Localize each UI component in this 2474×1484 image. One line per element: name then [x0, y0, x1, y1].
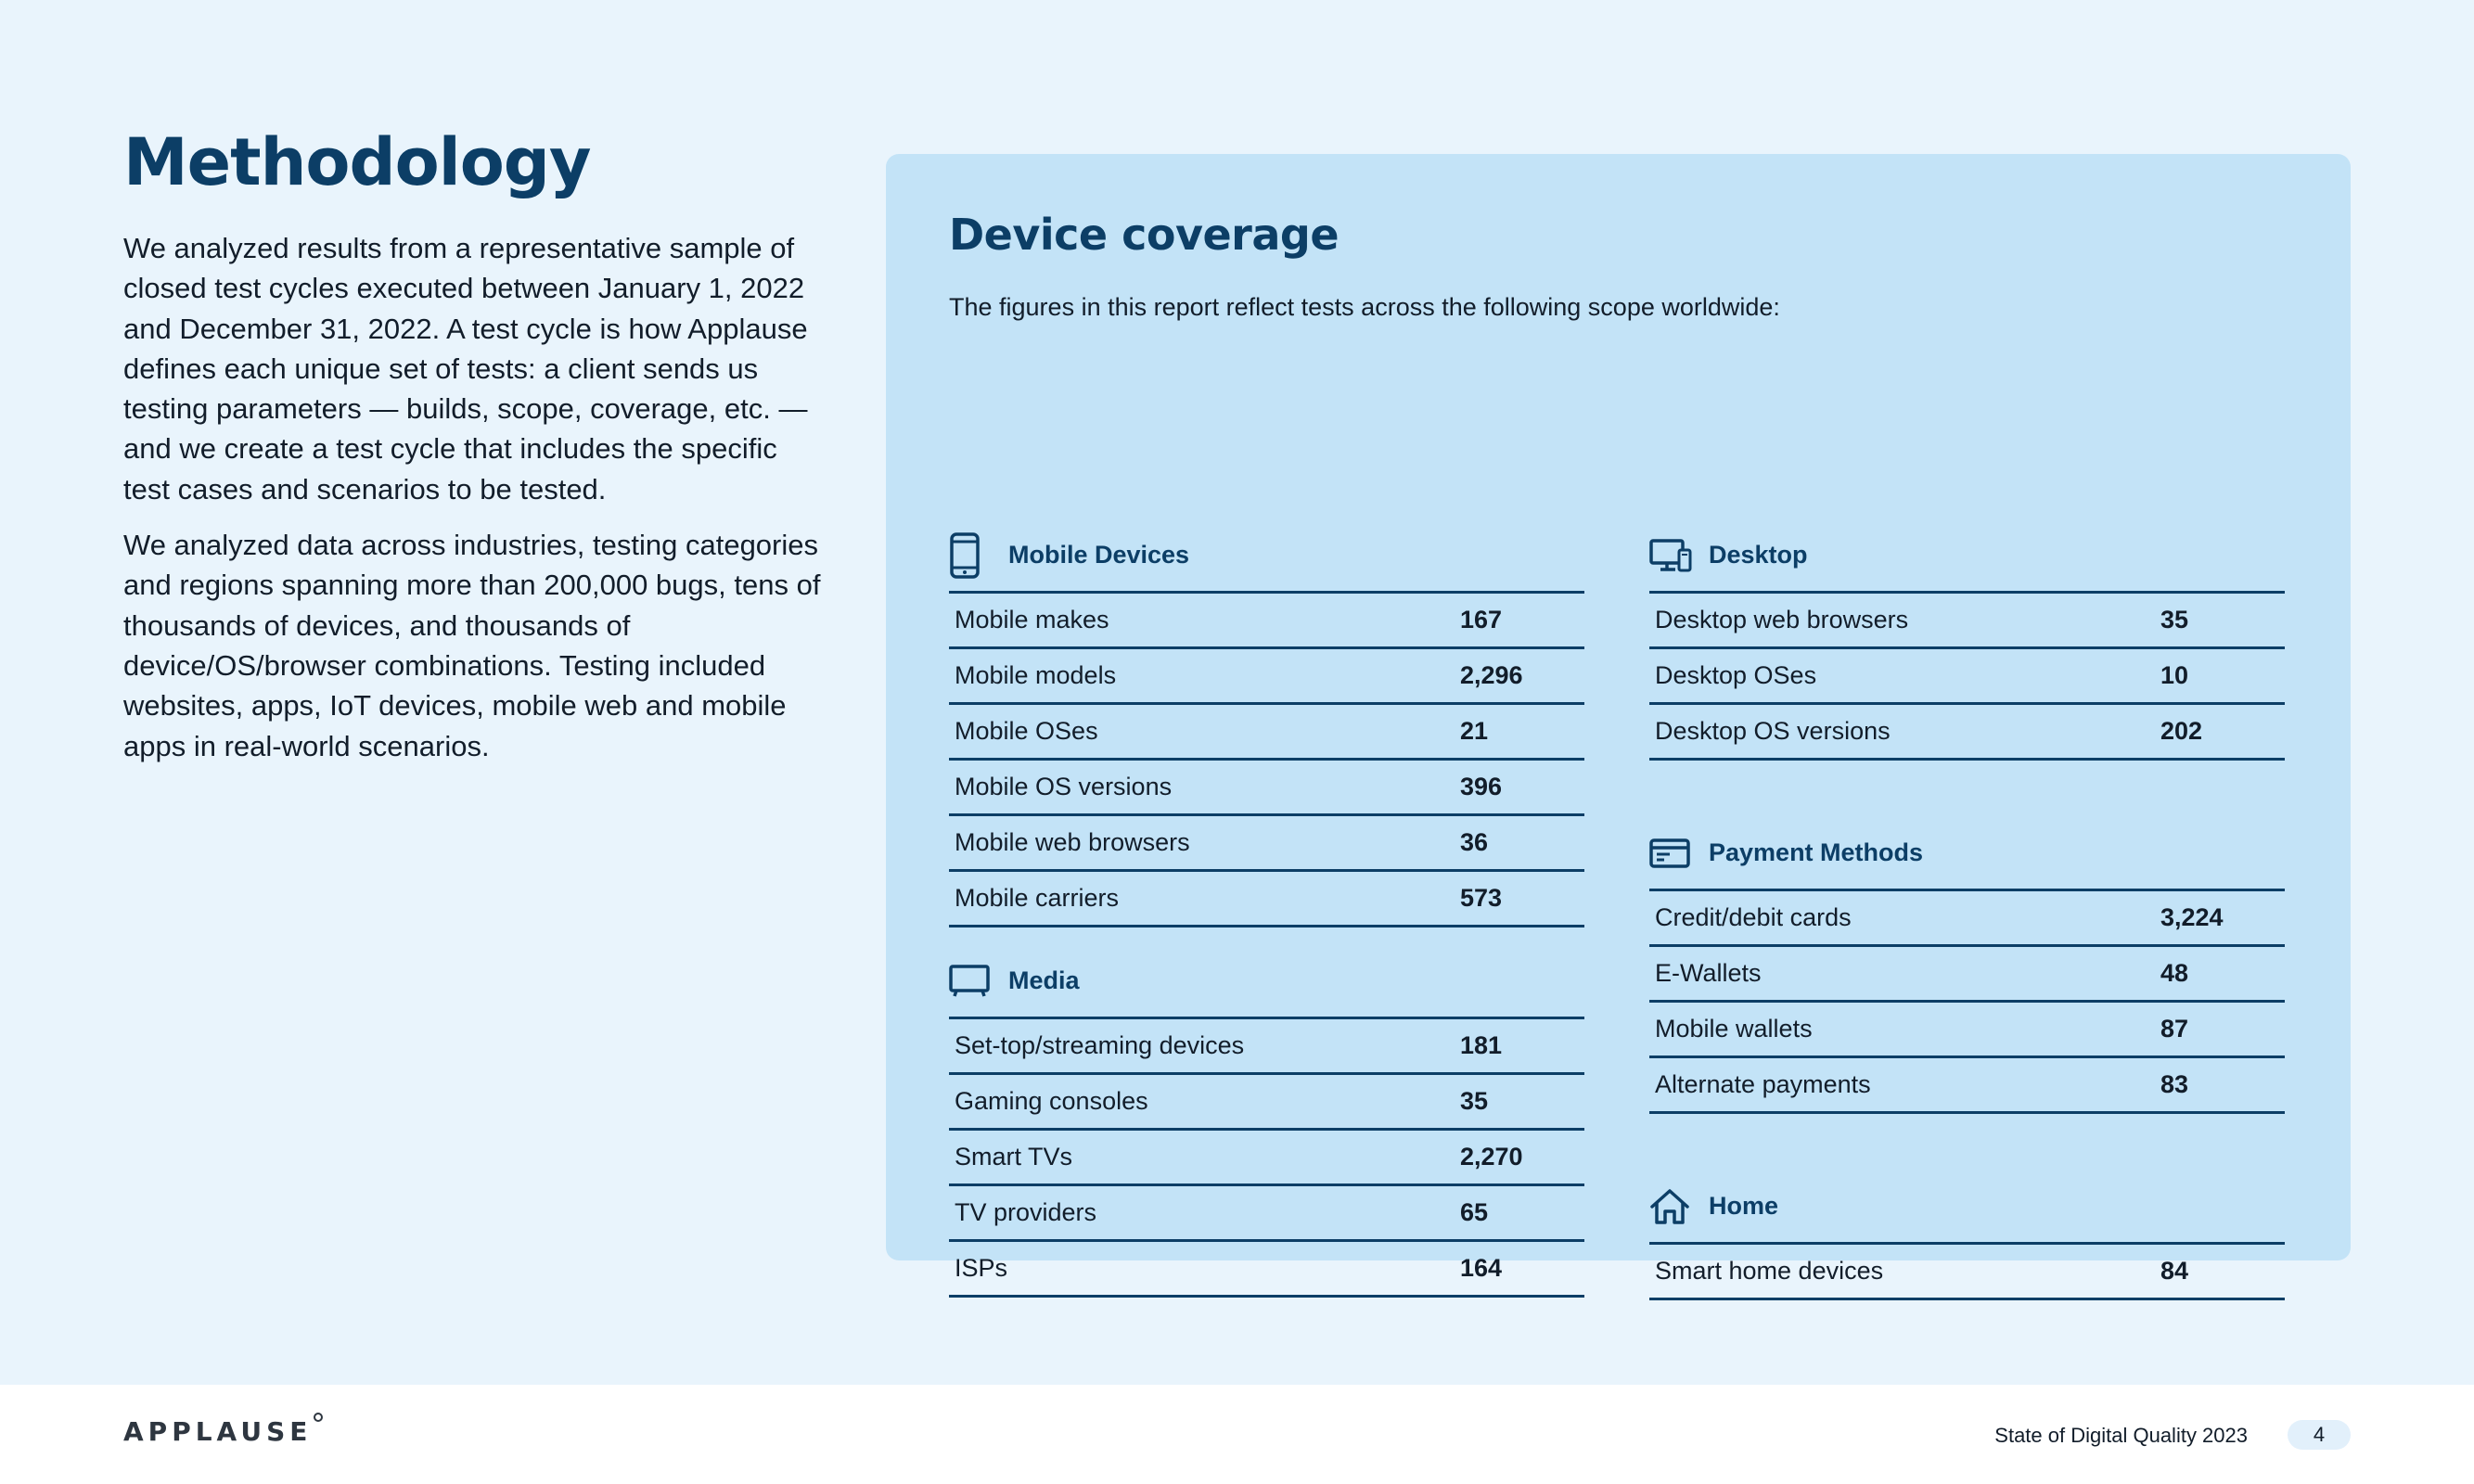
- table-row: [949, 1186, 1584, 1242]
- section-header: [949, 519, 1584, 594]
- row-value: 181: [1460, 1031, 1503, 1059]
- row-label: Credit/debit cards: [1655, 903, 1852, 931]
- table-row: [949, 761, 1584, 816]
- logo-circle-icon: [314, 1413, 323, 1422]
- page-title: Methodology: [123, 124, 591, 200]
- section-desktop: [1649, 519, 2285, 761]
- section-media: [949, 945, 1584, 1298]
- methodology-paragraph-1: We analyzed results from a representative sample of closed test cycles executed between January 1, 2022 and December 31, 2022. A test cycle is how Applause defines each unique set of tests: a client sends us testing parameters — builds, scope, coverage, etc. — and we create a test cycle that includes the specific test cases and scenarios to be tested.: [123, 232, 808, 505]
- methodology-column: [123, 124, 828, 782]
- row-label: Mobile models: [955, 661, 1117, 689]
- tv-icon: [949, 957, 997, 1005]
- table-row: [1649, 1245, 2285, 1300]
- desktop-icon: [1649, 531, 1698, 580]
- row-label: Mobile wallets: [1655, 1015, 1813, 1043]
- row-label: ISPs: [955, 1254, 1008, 1282]
- section-label: Media: [1008, 966, 1080, 994]
- row-label: Gaming consoles: [955, 1087, 1148, 1115]
- table-row: [949, 649, 1584, 705]
- row-value: 164: [1460, 1254, 1503, 1282]
- logo-text: APPLAUSE: [123, 1416, 313, 1447]
- row-label: Desktop web browsers: [1655, 606, 1909, 633]
- page-number: 4: [2288, 1420, 2351, 1450]
- section-header: [1649, 817, 2285, 891]
- home-icon: [1649, 1183, 1698, 1231]
- row-value: 36: [1460, 828, 1489, 856]
- row-value: 202: [2160, 717, 2203, 745]
- row-value: 2,296: [1460, 661, 1523, 689]
- row-value: 3,224: [2160, 903, 2224, 931]
- row-label: TV providers: [955, 1198, 1097, 1226]
- card-title: Device coverage: [949, 210, 1340, 260]
- row-label: Mobile makes: [955, 606, 1109, 633]
- row-value: 21: [1460, 717, 1489, 745]
- table-row: [949, 1019, 1584, 1075]
- row-value: 65: [1460, 1198, 1489, 1226]
- mobile-phone-icon: [949, 531, 997, 580]
- row-label: Desktop OS versions: [1655, 717, 1891, 745]
- table-row: [1649, 705, 2285, 761]
- table-row: [1649, 594, 2285, 649]
- row-value: 83: [2160, 1070, 2189, 1098]
- table-row: [1649, 891, 2285, 947]
- table-row: [1649, 649, 2285, 705]
- row-value: 396: [1460, 773, 1503, 800]
- section-label: Home: [1709, 1192, 1779, 1220]
- page-footer: [0, 1385, 2474, 1484]
- section-payment-methods: [1649, 817, 2285, 1114]
- row-value: 10: [2160, 661, 2189, 689]
- row-label: Mobile OSes: [955, 717, 1098, 745]
- table-row: [1649, 1003, 2285, 1058]
- row-label: Smart TVs: [955, 1143, 1073, 1171]
- table-row: [949, 816, 1584, 872]
- applause-logo: [123, 1416, 323, 1447]
- row-label: Alternate payments: [1655, 1070, 1871, 1098]
- row-value: 35: [1460, 1087, 1489, 1115]
- card-subtitle: The figures in this report reflect tests across the following scope worldwide:: [949, 293, 1780, 321]
- table-row: [949, 872, 1584, 928]
- section-header: [1649, 519, 2285, 594]
- table-row: [949, 1242, 1584, 1298]
- table-row: [1649, 1058, 2285, 1114]
- row-label: Desktop OSes: [1655, 661, 1817, 689]
- row-label: E-Wallets: [1655, 959, 1762, 987]
- row-value: 48: [2160, 959, 2189, 987]
- report-title: State of Digital Quality 2023: [1994, 1424, 2248, 1447]
- row-label: Mobile web browsers: [955, 828, 1190, 856]
- section-header: [1649, 1171, 2285, 1245]
- methodology-paragraph-2: We analyzed data across industries, testing categories and regions spanning more than 200,000 bugs, tens of thousands of devices, and thousands of device/OS/browser combinations. Testing included websites, apps, IoT devices, mobile web and mobile apps in real-world scenarios.: [123, 529, 821, 762]
- credit-card-icon: [1649, 829, 1698, 877]
- row-value: 167: [1460, 606, 1503, 633]
- row-label: Mobile carriers: [955, 884, 1120, 912]
- section-label: Desktop: [1709, 541, 1808, 569]
- row-value: 35: [2160, 606, 2189, 633]
- section-home: [1649, 1171, 2285, 1300]
- table-row: [949, 594, 1584, 649]
- table-row: [949, 1075, 1584, 1131]
- row-label: Smart home devices: [1655, 1257, 1884, 1285]
- row-value: 84: [2160, 1257, 2189, 1285]
- section-mobile-devices: [949, 519, 1584, 928]
- row-label: Set-top/streaming devices: [955, 1031, 1245, 1059]
- section-label: Payment Methods: [1709, 838, 1924, 866]
- section-header: [949, 945, 1584, 1019]
- row-label: Mobile OS versions: [955, 773, 1173, 800]
- table-row: [949, 1131, 1584, 1186]
- device-coverage-card: [886, 154, 2351, 1285]
- row-value: 573: [1460, 884, 1503, 912]
- table-row: [1649, 947, 2285, 1003]
- table-row: [949, 705, 1584, 761]
- row-value: 87: [2160, 1015, 2189, 1043]
- section-label: Mobile Devices: [1008, 541, 1190, 569]
- row-value: 2,270: [1460, 1143, 1523, 1171]
